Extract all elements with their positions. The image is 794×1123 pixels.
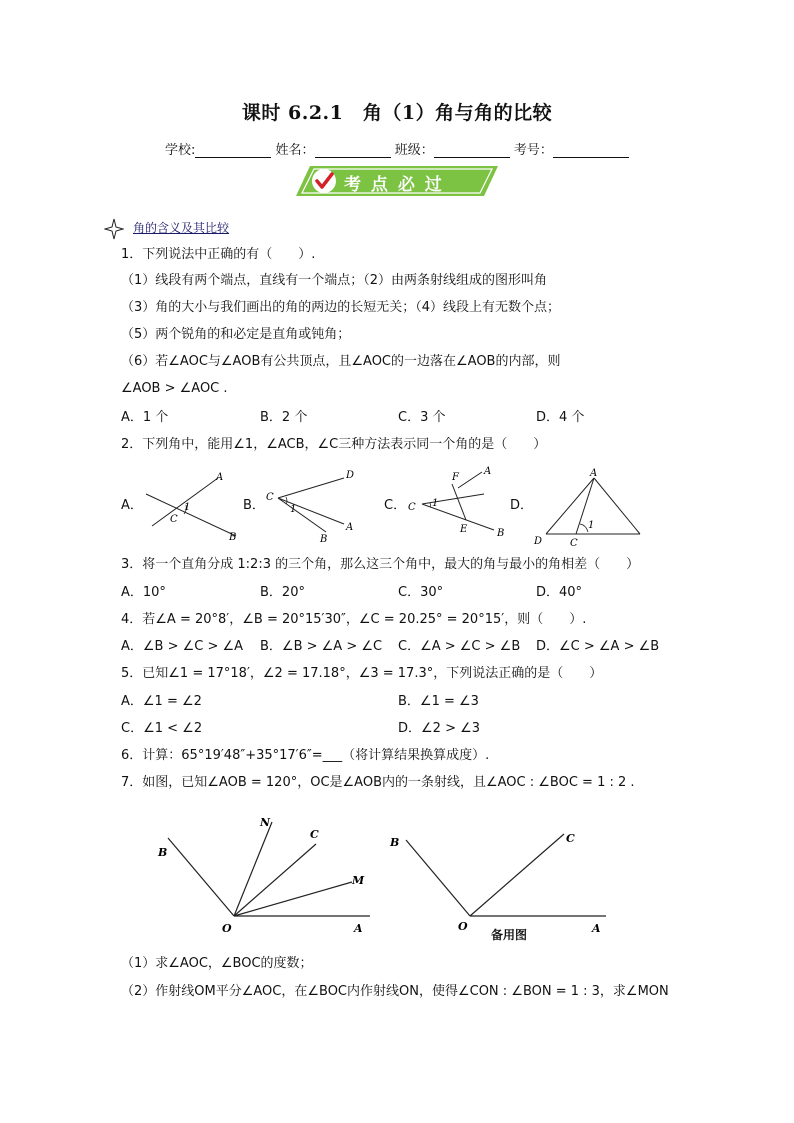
q1-statement-5: ∠AOB > ∠AOC . [121, 381, 228, 396]
q7-part-2: （2）作射线OM平分∠AOC，在∠BOC内作射线ON，使得∠CON : ∠BON = 1 : 3，求∠MON [121, 984, 669, 999]
q2-stem: 2．下列角中，能用∠1，∠ACB，∠C三种方法表示同一个角的是（ ） [121, 437, 547, 452]
q4-option-a[interactable]: A．∠B > ∠C > ∠A [121, 639, 244, 654]
q7-part-1: （1）求∠AOC，∠BOC的度数； [121, 956, 313, 971]
q1-stem: 1．下列说法中正确的有（ ）. [121, 247, 316, 262]
label-c: C [170, 514, 178, 525]
label-c: C [310, 828, 319, 841]
q2-figure-d [530, 466, 646, 550]
label-a: A [216, 472, 224, 483]
q1-statement-3: （5）两个锐角的和必定是直角或钝角； [121, 327, 351, 342]
q3-stem: 3．将一个直角分成 1:2:3 的三个角，那么这三个角中，最大的角与最小的角相差（ ） [121, 557, 640, 572]
q5-option-c[interactable]: C．∠1 < ∠2 [121, 721, 203, 736]
number-blank[interactable] [553, 143, 629, 158]
label-o: O [458, 920, 468, 933]
q7-figure-main [152, 808, 377, 938]
label-e: E [460, 524, 468, 535]
label-c: C [570, 538, 578, 549]
label-b: B [320, 534, 328, 542]
label-a: A [346, 522, 354, 533]
label-b: B [158, 846, 168, 859]
q3-option-a[interactable]: A．10° [121, 585, 166, 600]
label-a: A [354, 922, 363, 935]
q1-statement-2: （3）角的大小与我们画出的角的两边的长短无关；（4）线段上有无数个点； [121, 300, 561, 315]
q2-figure-a [140, 466, 245, 542]
student-info-line [165, 139, 629, 158]
q1-option-a[interactable]: A．1 个 [121, 410, 169, 425]
label-1: 1 [184, 502, 191, 513]
label-f: F [452, 472, 459, 483]
name-blank[interactable] [315, 143, 391, 158]
label-c: C [566, 832, 575, 845]
label-m: M [352, 874, 365, 887]
label-1: 1 [588, 520, 595, 531]
q5-option-a[interactable]: A．∠1 = ∠2 [121, 694, 202, 709]
q4-option-c[interactable]: C．∠A > ∠C > ∠B [398, 639, 521, 654]
q2-option-d[interactable]: D． [510, 498, 534, 513]
label-b: B [390, 836, 400, 849]
page-title: 课时 6.2.1 角（1）角与角的比较 [241, 102, 553, 124]
banner-text: 考 点 必 过 [344, 175, 444, 195]
q7-figure-backup [386, 826, 616, 938]
q1-statement-4: （6）若∠AOC与∠AOB有公共顶点，且∠AOC的一边落在∠AOB的内部，则 [121, 354, 561, 369]
label-d: D [534, 536, 543, 547]
q6-stem: 6．计算：65°19′48″+35°17′6″=___（将计算结果换算成度）. [121, 748, 490, 763]
label-b: B [497, 528, 505, 539]
q3-option-b[interactable]: B．20° [260, 585, 305, 600]
label-o: O [222, 922, 232, 935]
key-points-banner [296, 164, 498, 198]
backup-figure-caption: 备用图 [491, 928, 528, 942]
q2-option-a[interactable]: A． [121, 498, 143, 513]
q2-option-b[interactable]: B． [243, 498, 265, 513]
q1-option-c[interactable]: C．3 个 [398, 410, 446, 425]
school-blank[interactable] [195, 143, 271, 158]
class-blank[interactable] [434, 143, 510, 158]
star-icon [104, 218, 124, 244]
q1-statement-1: （1）线段有两个端点，直线有一个端点；（2）由两条射线组成的图形叫角 [121, 273, 548, 288]
label-1: 1 [290, 504, 297, 515]
q1-option-d[interactable]: D．4 个 [536, 410, 585, 425]
section-title: 角的含义及其比较 [133, 221, 230, 235]
label-c: C [408, 502, 416, 513]
school-label: 学校: [165, 143, 196, 158]
q3-option-d[interactable]: D．40° [536, 585, 583, 600]
q5-option-b[interactable]: B．∠1 = ∠3 [398, 694, 479, 709]
q4-stem: 4．若∠A = 20°8′，∠B = 20°15′30″，∠C = 20.25° = 20°15′，则（ ）. [121, 612, 587, 627]
label-c: C [266, 492, 274, 503]
label-a: A [590, 468, 598, 479]
label-d: D [346, 470, 355, 481]
q5-stem: 5．已知∠1 = 17°18′，∠2 = 17.18°，∠3 = 17.3°，下列说法正确的是（ ） [121, 666, 603, 681]
label-b: B [229, 532, 237, 542]
name-label: 姓名： [275, 143, 315, 158]
q7-stem: 7．如图，已知∠AOB = 120°，OC是∠AOB内的一条射线，且∠AOC : ∠BOC = 1 : 2 . [121, 775, 635, 790]
q4-option-d[interactable]: D．∠C > ∠A > ∠B [536, 639, 660, 654]
q5-option-d[interactable]: D．∠2 > ∠3 [398, 721, 481, 736]
number-label: 考号： [513, 143, 553, 158]
label-a: A [484, 466, 492, 477]
label-a: A [592, 922, 601, 935]
q4-option-b[interactable]: B．∠B > ∠A > ∠C [260, 639, 383, 654]
label-1: 1 [432, 498, 439, 509]
q2-figure-c [402, 464, 514, 544]
q2-figure-b [262, 466, 367, 542]
class-label: 班级： [394, 143, 434, 158]
label-n: N [260, 816, 271, 829]
q3-option-c[interactable]: C．30° [398, 585, 444, 600]
q1-option-b[interactable]: B．2 个 [260, 410, 308, 425]
q2-option-c[interactable]: C． [384, 498, 407, 513]
